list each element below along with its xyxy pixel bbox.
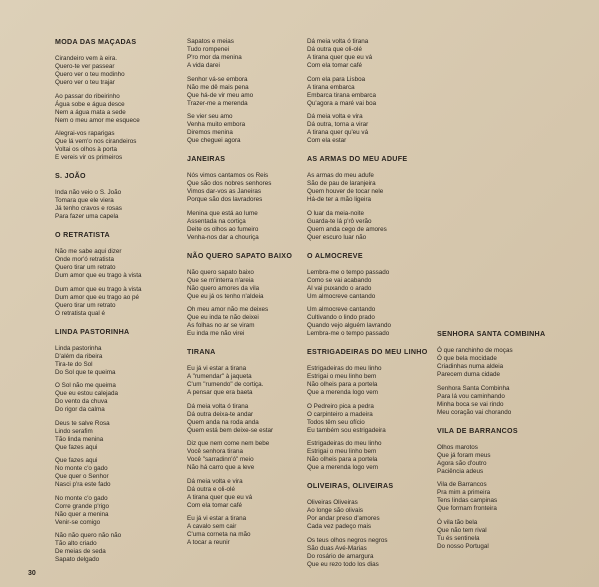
song-title: OLIVEIRAS, OLIVEIRAS xyxy=(307,482,394,490)
song-title: LINDA PASTORINHA xyxy=(55,327,130,336)
stanza xyxy=(55,55,175,87)
lyric-line: Dum amor que eu trago ao pé xyxy=(55,293,140,301)
stanza xyxy=(55,420,175,452)
column-2 xyxy=(187,38,302,557)
stanza xyxy=(187,172,302,204)
lyric-line: Eu já vi estar a tirana xyxy=(187,515,247,522)
lyric-line: Inda não veio o S. João xyxy=(55,189,122,196)
lyric-line: Tão alto criado xyxy=(55,540,97,547)
song-title: O ALMOCREVE xyxy=(307,251,363,260)
stanza xyxy=(187,478,302,510)
stanza xyxy=(307,210,432,242)
stanza xyxy=(437,444,557,476)
lyric-line: Nós vimos cantamos os Reis xyxy=(187,172,269,179)
lyric-line: Que fazes aqui xyxy=(55,457,98,464)
lyric-line: Tomara que ele viera xyxy=(55,197,114,204)
lyric-line: Onde mor'ó retratista xyxy=(55,256,114,263)
song-title: JANEIRAS xyxy=(187,155,226,163)
lyric-line: Que se m'interra n'areia xyxy=(187,276,254,284)
lyric-line: Há-de ter a mão ligeira xyxy=(307,196,372,203)
lyric-line: Tu és sentinela xyxy=(437,534,480,542)
stanza xyxy=(307,172,432,204)
lyric-line: Você "sarradinn'ó" meio xyxy=(187,456,254,463)
lyric-line: Venha muito embora xyxy=(187,121,246,128)
lyric-line: Que formam fronteira xyxy=(437,505,497,512)
lyric-line: A vida darei xyxy=(187,62,220,69)
lyric-line: Parecem duma cidade xyxy=(437,371,501,378)
lyric-line: O luar da meia-noite xyxy=(307,209,365,217)
song-title: TIRANA xyxy=(187,348,216,356)
lyric-line: Que eu já os tenho n'aldeia xyxy=(187,292,264,300)
column-3 xyxy=(307,38,432,579)
stanza xyxy=(55,495,175,527)
song-section xyxy=(187,38,302,145)
lyric-line: Do vento da chuva xyxy=(55,398,108,405)
song-section xyxy=(437,330,557,417)
lyric-line: Para fazer uma capela xyxy=(55,213,119,220)
stanza xyxy=(187,76,302,108)
lyric-line: Dá outra e oli-olé xyxy=(187,485,235,493)
lyric-line: Que eu inda te não deixei xyxy=(187,314,259,321)
song-title: AS ARMAS DO MEU ADUFE xyxy=(307,155,408,163)
stanza xyxy=(187,515,302,547)
song-section xyxy=(55,38,175,162)
lyric-line: São de pau de laranjeira xyxy=(307,180,376,187)
lyric-line: A tirana quer qu'eu vá xyxy=(307,129,369,136)
lyric-line: Não olheis para a portela xyxy=(307,456,378,463)
lyric-line: Estrigai o meu linho bem xyxy=(307,373,377,380)
lyric-line: Lindo serafim xyxy=(55,427,93,435)
lyric-line: Eu também sou estrigadeira xyxy=(307,426,386,434)
lyric-line: Assentada na cortiça xyxy=(187,217,246,225)
lyric-line: Tudo rompenei xyxy=(187,46,230,53)
stanza xyxy=(187,403,302,435)
lyric-line: Trazer-me a merenda xyxy=(187,99,248,107)
lyric-line: Pra mim a primeira xyxy=(437,489,491,496)
song-title: O RETRATISTA xyxy=(55,231,110,239)
song-title: S. JOÃO xyxy=(55,172,86,180)
lyric-line: O retratista qual é xyxy=(55,309,106,317)
lyric-line: A tocar a reunir xyxy=(187,539,230,546)
lyric-line: Cada vez padeço mais xyxy=(307,523,372,530)
song-title: SENHORA SANTA COMBINHA xyxy=(437,330,546,338)
stanza xyxy=(307,306,432,338)
lyric-line: Do rosário de amargura xyxy=(307,552,374,560)
stanza xyxy=(187,365,302,397)
lyric-line: A tirana embarca xyxy=(307,83,355,91)
lyric-line: São duas Avé-Marias xyxy=(307,544,367,552)
lyric-line: Nasci p'ra este fado xyxy=(55,481,111,488)
lyric-line: Não me dê mais pena xyxy=(187,83,249,91)
lyric-line: Nem o meu amor me esquece xyxy=(55,116,140,124)
song-section xyxy=(55,231,175,318)
lyric-line: Quero-te ver passear xyxy=(55,63,115,70)
lyric-line: Do nosso Portugal xyxy=(437,542,489,550)
stanza xyxy=(437,481,557,513)
song-section xyxy=(307,252,432,339)
lyric-line: Guarda-te lá p'rô verão xyxy=(307,217,372,225)
stanza xyxy=(55,130,175,162)
lyric-line: Dá meia volta e vira xyxy=(307,113,363,120)
lyric-line: O carpinteiro a madeira xyxy=(307,410,373,418)
lyric-line: Por andar preso d'amores xyxy=(307,515,380,522)
stanza xyxy=(437,347,557,379)
lyric-line: Quem houver de tocar nele xyxy=(307,188,384,195)
lyric-line: As folhas no ar se viram xyxy=(187,322,255,329)
lyric-line: Que eu estou calejada xyxy=(55,390,119,397)
lyric-line: Quero tirar um retrato xyxy=(55,301,116,309)
lyric-line: Ao passar do ribeirinho xyxy=(55,92,120,100)
lyric-line: A tirana quer que eu vá xyxy=(307,54,373,61)
song-title: NÃO QUERO SAPATO BAIXO xyxy=(187,251,293,260)
lyric-line: Sapatos e meias xyxy=(187,38,234,45)
lyric-line: Criadinhas numa aldeia xyxy=(437,363,504,370)
lyric-line: Venha-nos dar a chouriça xyxy=(187,233,259,241)
stanza xyxy=(55,93,175,125)
lyric-line: E vereis vir os primeiros xyxy=(55,154,123,161)
lyric-line: Cirandeiro vem à eira. xyxy=(55,55,117,62)
lyric-line: A cavalo sem cair xyxy=(187,523,237,530)
lyric-line: C'uma corneta na mão xyxy=(187,531,251,538)
lyric-line: Dá meia volta ó tirana xyxy=(187,402,249,410)
lyric-line: Todos têm seu ofício xyxy=(307,418,365,426)
lyric-line: Que são dos nobres senhores xyxy=(187,180,272,187)
lyric-line: Um almocreve cantando xyxy=(307,306,376,313)
lyric-line: Com ela para Lisboa xyxy=(307,75,366,83)
stanza xyxy=(55,345,175,377)
lyric-line: Quero ver o teu modinho xyxy=(55,71,125,78)
lyric-line: Quero ver o teu trajar xyxy=(55,79,115,86)
lyric-line: Alegrai-vos raparigas xyxy=(55,130,115,137)
lyric-line: Com ela tomar café xyxy=(307,62,362,69)
lyric-line: Menina que está ao lume xyxy=(187,209,258,217)
lyric-line: Não quer a menina xyxy=(55,510,109,518)
lyric-line: Senhor vá-se embora xyxy=(187,75,248,83)
lyric-line: Corre grande p'rigo xyxy=(55,502,110,510)
lyric-line: Ó vila tão bela xyxy=(437,518,478,526)
lyric-line: Al vai puxando o arado xyxy=(307,284,372,292)
lyric-line: Embarca tirana embarca xyxy=(307,91,376,99)
stanza xyxy=(55,532,175,564)
stanza xyxy=(187,269,302,301)
lyric-line: Dum amor que eu trago à vista xyxy=(55,285,142,293)
lyric-line: C'um "rumendo" de cortiça. xyxy=(187,381,264,388)
stanza xyxy=(187,38,302,70)
stanza xyxy=(187,210,302,242)
lyric-line: Eu inda me não virei xyxy=(187,330,245,337)
stanza xyxy=(187,440,302,472)
lyric-line: Dá outra deixa-te andar xyxy=(187,410,254,418)
lyric-line: De meias de seda xyxy=(55,548,106,555)
stanza xyxy=(307,365,432,397)
lyric-line: Oliveiras Oliveiras xyxy=(307,499,358,506)
song-section xyxy=(307,155,432,242)
lyric-line: Não quero sapato baixo xyxy=(187,268,254,276)
stanza xyxy=(307,440,432,472)
lyric-line: Ó que ranchinho de moças xyxy=(437,347,513,354)
lyric-line: Se vier seu amo xyxy=(187,113,233,120)
song-section xyxy=(187,348,302,547)
stanza xyxy=(307,113,432,145)
lyric-line: Cultivando o lindo prado xyxy=(307,314,375,321)
lyric-line: Voltai os olhos à porta xyxy=(55,146,117,153)
lyric-line: Que há-de vir meu amo xyxy=(187,91,254,99)
stanza xyxy=(55,457,175,489)
lyric-line: Quem está bem deixe-se estar xyxy=(187,426,274,434)
lyric-line: Dá outra que oli-olé xyxy=(307,46,362,53)
stanza xyxy=(307,403,432,435)
lyric-line: Minha boca se vai rindo xyxy=(437,400,504,408)
stanza xyxy=(307,38,432,70)
song-title: ESTRIGADEIRAS DO MEU LINHO xyxy=(307,348,428,356)
lyric-line: A "rumendar" à jaqueta xyxy=(187,373,252,380)
lyric-line: Não não quero não não xyxy=(55,532,122,539)
stanza xyxy=(307,499,432,531)
page-number: 30 xyxy=(28,570,36,577)
lyric-line: Os teus olhos negros negros xyxy=(307,536,388,544)
lyric-line: Quando vejo alguém lavrando xyxy=(307,322,392,329)
lyric-line: Diremos menina xyxy=(187,129,233,136)
lyric-line: Lembra-me o tempo passado xyxy=(307,268,390,276)
lyric-line: Que já foram meus xyxy=(437,451,491,459)
lyric-line: Estrigai o meu linho bem xyxy=(307,448,377,455)
lyric-line: Não quero amores da vila xyxy=(187,284,260,292)
lyric-line: Dá meia volta e vira xyxy=(187,477,243,485)
lyric-line: O Sol não me queima xyxy=(55,382,116,389)
lyric-line: Ó que bela mocidade xyxy=(437,355,497,362)
stanza xyxy=(307,537,432,569)
song-section xyxy=(307,38,432,145)
song-title: MODA DAS MAÇADAS xyxy=(55,38,137,46)
song-section xyxy=(307,348,432,472)
lyric-line: Vila de Barrancos xyxy=(437,481,487,488)
lyric-line: Meu coração vai chorando xyxy=(437,408,512,416)
lyric-line: Do Sol que te queima xyxy=(55,368,116,376)
stanza xyxy=(307,76,432,108)
lyric-line: Vimos dar-vos as Janeiras xyxy=(187,188,262,195)
song-section xyxy=(437,427,557,551)
song-section xyxy=(187,155,302,242)
lyric-line: Venir-se comigo xyxy=(55,518,101,526)
stanza xyxy=(437,519,557,551)
lyric-line: Com ela estar xyxy=(307,137,347,144)
stanza xyxy=(187,306,302,338)
lyric-line: D'além da ribeira xyxy=(55,352,103,360)
lyric-line: Dum amor que eu trago à vista xyxy=(55,272,142,279)
lyric-line: Quer escuro luar não xyxy=(307,233,367,241)
lyric-line: Tira-te do Sol xyxy=(55,360,93,368)
lyric-line: Deite os olhos ao fumeiro xyxy=(187,225,259,233)
lyric-line: Olhos marotos xyxy=(437,443,478,451)
lyric-line: No monte c'o gado xyxy=(55,494,108,502)
lyric-line: Que não tem rival xyxy=(437,526,487,534)
lyric-line: Que a merenda logo vem xyxy=(307,389,379,396)
lyric-line: Com ela tomar café xyxy=(187,501,242,509)
stanza xyxy=(55,189,175,221)
song-section xyxy=(55,172,175,221)
lyric-line: Agora são d'outro xyxy=(437,459,487,467)
lyric-line: Para lá vou caminhando xyxy=(437,392,505,400)
lyric-line: Estrigadeiras do meu linho xyxy=(307,365,382,372)
stanza xyxy=(55,286,175,318)
lyric-line: Quero tirar um retrato xyxy=(55,264,116,271)
lyric-line: Estrigadeiras do meu linho xyxy=(307,440,382,447)
lyric-line: As armas do meu adufe xyxy=(307,172,374,179)
lyric-line: Linda pastorinha xyxy=(55,344,102,352)
lyric-line: A pensar que era baeta xyxy=(187,389,253,396)
lyric-line: Como se vai acabando xyxy=(307,276,372,284)
lyric-line: Que fazes aqui xyxy=(55,443,98,451)
lyric-line: No monte c'o gado xyxy=(55,465,108,472)
lyric-line: Eu já vi estar a tirana xyxy=(187,365,247,372)
lyric-line: Que quer o Senhor xyxy=(55,473,109,480)
lyric-line: Que lá vem'o nos cirandeiros xyxy=(55,138,137,145)
song-title: VILA DE BARRANCOS xyxy=(437,426,518,435)
lyric-line: Um almocreve cantando xyxy=(307,292,376,300)
song-section xyxy=(307,482,432,569)
lyric-line: Lembra-me o tempo passado xyxy=(307,330,390,337)
stanza xyxy=(55,382,175,414)
lyric-line: Sapato delgado xyxy=(55,556,100,563)
lyric-line: Tens lindas campinas xyxy=(437,497,498,504)
lyric-line: Já tenho cravos e rosas xyxy=(55,205,122,212)
lyric-line: Quem anda na roda anda xyxy=(187,418,259,426)
lyric-line: A tirana quer que eu vá xyxy=(187,493,253,501)
song-section xyxy=(55,328,175,565)
lyric-line: Qu'agora a maré vai boa xyxy=(307,99,377,107)
stanza xyxy=(307,269,432,301)
column-4 xyxy=(437,330,557,561)
lyric-line: Paciência adeus xyxy=(437,467,484,475)
lyric-line: Que cheguei agora xyxy=(187,137,241,144)
lyric-line: Oh meu amor não me deixes xyxy=(187,306,269,313)
lyric-line: Quem anda cego de amores xyxy=(307,225,387,233)
lyric-line: Senhora Santa Combinha xyxy=(437,384,510,392)
lyric-line: Diz que nem come nem bebe xyxy=(187,440,270,447)
lyric-line: P'ro mor da menina xyxy=(187,54,242,61)
lyric-line: Que a merenda logo vem xyxy=(307,464,379,471)
lyric-line: Água sobe e água desce xyxy=(55,100,125,108)
lyric-line: Tão linda menina xyxy=(55,435,104,443)
lyric-line: Nem a água mata a sede xyxy=(55,108,126,116)
song-section xyxy=(187,252,302,339)
stanza xyxy=(187,113,302,145)
lyric-line: Não há carro que a leve xyxy=(187,464,255,471)
stanza xyxy=(437,385,557,417)
lyric-line: Você senhora tirana xyxy=(187,448,244,455)
lyric-line: Que eu rezo todo los dias xyxy=(307,560,379,568)
lyric-line: Porque são dos lavradores xyxy=(187,196,263,203)
lyric-line: Do rigor da calma xyxy=(55,406,105,413)
lyric-line: Deus te salve Rosa xyxy=(55,419,110,427)
column-1 xyxy=(55,38,175,574)
lyric-line: Não olheis para a portela xyxy=(307,381,378,388)
lyric-line: Dá meia volta ó tirana xyxy=(307,38,369,45)
lyric-line: O Pedreiro pica a pedra xyxy=(307,402,374,410)
lyric-line: Ao longe são olivais xyxy=(307,507,364,514)
stanza xyxy=(55,248,175,280)
lyric-line: Dá outra, torna a virar xyxy=(307,121,369,128)
lyric-line: Não me sabe aqui dizer xyxy=(55,248,122,255)
